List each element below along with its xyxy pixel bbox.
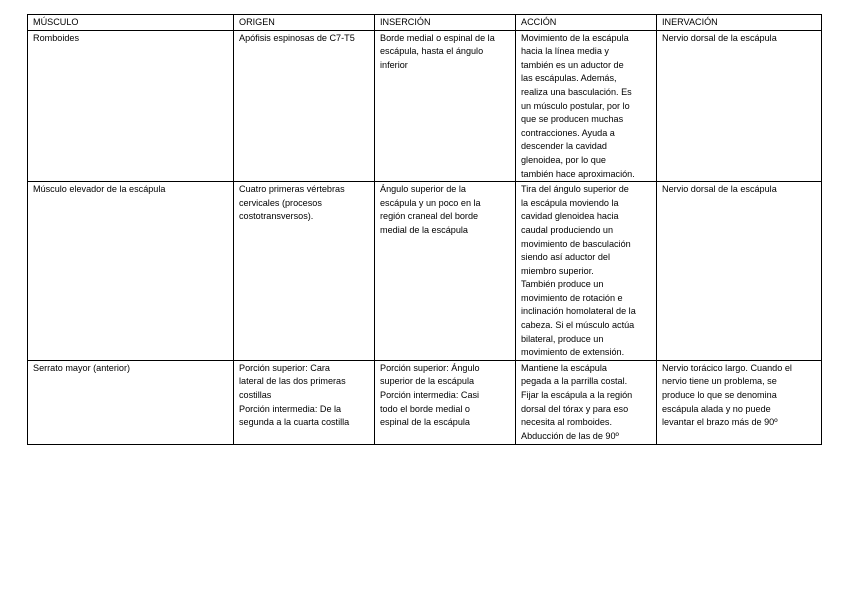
cell-accion: Tira del ángulo superior de la escápula moviendo la cavidad glenoidea hacia caudal produciendo un movimiento de basculación siendo así aductor del miembro superior. También produce un movimiento de rotación e inclinación homolateral de la cabeza. Si el músculo actúa bilateral, produce un movimiento de extensión. <box>516 182 657 361</box>
header-origen: ORIGEN <box>234 15 375 31</box>
cell-origen: Porción superior: Cara lateral de las dos primeras costillas Porción intermedia: De la segunda a la cuarta costilla <box>234 360 375 444</box>
cell-accion: Mantiene la escápula pegada a la parrilla costal. Fijar la escápula a la región dorsal del tórax y para eso necesita al romboides. Abducción de las de 90º <box>516 360 657 444</box>
cell-musculo: Serrato mayor (anterior) <box>28 360 234 444</box>
cell-musculo: Músculo elevador de la escápula <box>28 182 234 361</box>
header-accion: ACCIÓN <box>516 15 657 31</box>
table-row <box>28 360 822 444</box>
cell-accion: Movimiento de la escápula hacia la línea media y también es un aductor de las escápulas. Además, realiza una basculación. Es un músculo postular, por lo que se producen muchas contracciones. Ayuda a descender la cavidad glenoidea, por lo que también hace aproximación. <box>516 30 657 182</box>
table-row <box>28 30 822 182</box>
cell-insercion: Ángulo superior de la escápula y un poco en la región craneal del borde medial de la escápula <box>375 182 516 361</box>
header-musculo: MÚSCULO <box>28 15 234 31</box>
header-row <box>28 15 822 31</box>
cell-inervacion: Nervio dorsal de la escápula <box>657 30 822 182</box>
cell-insercion: Borde medial o espinal de la escápula, hasta el ángulo inferior <box>375 30 516 182</box>
table-row <box>28 182 822 361</box>
cell-musculo: Romboides <box>28 30 234 182</box>
cell-inervacion: Nervio torácico largo. Cuando el nervio tiene un problema, se produce lo que se denomina escápula alada y no puede levantar el brazo más de 90º <box>657 360 822 444</box>
cell-origen: Cuatro primeras vértebras cervicales (procesos costotransversos). <box>234 182 375 361</box>
header-inervacion: INERVACIÓN <box>657 15 822 31</box>
cell-insercion: Porción superior: Ángulo superior de la escápula Porción intermedia: Casi todo el borde medial o espinal de la escápula <box>375 360 516 444</box>
header-insercion: INSERCIÓN <box>375 15 516 31</box>
cell-inervacion: Nervio dorsal de la escápula <box>657 182 822 361</box>
muscle-table <box>27 14 822 445</box>
cell-origen: Apófisis espinosas de C7-T5 <box>234 30 375 182</box>
